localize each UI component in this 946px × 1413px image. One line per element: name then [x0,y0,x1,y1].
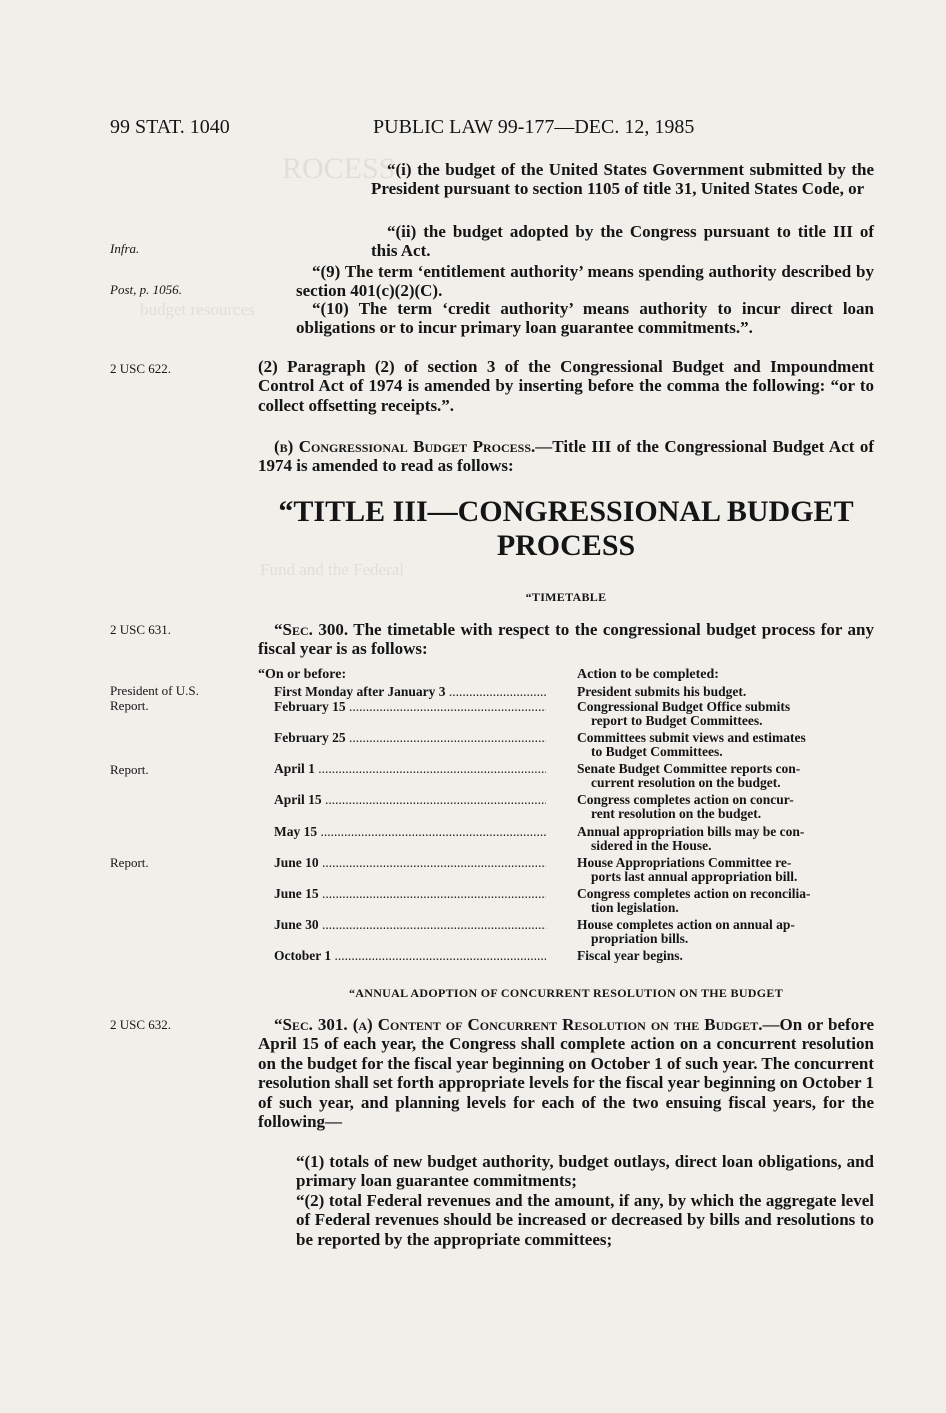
timetable-heading: “TIMETABLE [525,590,607,604]
action-line: House Appropriations Committee re- [577,855,792,870]
paragraph-10: “(10) The term ‘credit authority’ means authority to incur direct loan obligations or to incur primary loan guarantee commitments.”. [296,299,874,338]
margin-note-post-text: Post, p. 1056. [110,282,182,297]
bleed-through-text: budget resources [140,300,255,319]
margin-note-report-2: Report. [110,762,149,777]
title-line-1: “TITLE III—CONGRESSIONAL BUDGET [278,495,854,528]
running-header-title: PUBLIC LAW 99-177—DEC. 12, 1985 [373,116,695,138]
action-line: Committees submit views and estimates [577,730,806,745]
bleed-through-text: ROCESS [282,152,396,185]
paragraph-b-heading: (b) Congressional Budget Process. [274,437,536,456]
section-301-heading: “Sec. 301. (a) Content of Concurrent Resolution on the Budget. [274,1015,763,1034]
action-line-cont: current resolution on the budget. [591,775,781,790]
timetable-action [577,731,874,759]
column-header-action: Action to be completed: [577,667,719,682]
timetable-date: June 15 ..... [274,887,546,901]
action-line: Annual appropriation bills may be con- [577,824,805,839]
item-2 [296,1191,874,1249]
column-header-on-or-before: “On or before: [258,667,347,682]
margin-note-usc622: 2 USC 622. [110,361,172,376]
paragraph-9: “(9) The term ‘entitlement authority’ means spending authority described by section 401(c)(2)(C). [296,262,874,301]
action-line: Senate Budget Committee reports con- [577,761,801,776]
item-1-text: “(1) totals of new budget authority, budget outlays, direct loan obligations, and primary loan guarantee commitments; [296,1152,874,1191]
margin-note-infra: Infra. [110,241,140,256]
action-line-cont: rent resolution on the budget. [591,806,762,821]
section-300-heading: “Sec. 300. [274,620,349,639]
margin-note-post [110,282,182,298]
margin-note-report-3: Report. [110,855,149,870]
timetable-date: May 15 ..... [274,825,546,839]
section-300 [258,620,874,659]
margin-note-report-1: Report. [110,698,149,713]
margin-note-president: President of U.S. [110,683,199,698]
action-line-cont: report to Budget Committees. [591,713,763,728]
timetable-action [577,856,874,884]
paragraph-amend-2 [258,357,874,415]
timetable-action [577,685,874,699]
timetable-action [577,762,874,790]
timetable-action [577,918,874,946]
timetable-date: April 1 ..... [274,762,546,776]
timetable-date: April 15 ..... [274,793,546,807]
action-line-cont: to Budget Committees. [591,744,723,759]
action-line: Congress completes action on reconcilia- [577,886,811,901]
timetable-action [577,700,874,728]
action-line: Congressional Budget Office submits [577,699,791,714]
title-iii-heading [258,495,874,563]
action-line: Fiscal year begins. [577,948,683,963]
section-301-a [258,1015,874,1131]
paragraph-b-text: —Title III of the Congressional Budget Act of 1974 is amended to read as follows: [258,437,874,476]
timetable-table [0,668,946,968]
action-line-cont: tion legislation. [591,900,679,915]
action-line-cont: sidered in the House. [591,838,712,853]
timetable-action [577,793,874,821]
item-1 [296,1152,874,1191]
section-300-text: The timetable with respect to the congressional budget process for any fiscal year is as follows: [258,620,875,659]
clause-i-text: “(i) the budget of the United States Government submitted by the President pursuant to section 1105 of title 31, United States Code, or [371,160,874,199]
margin-note-usc632: 2 USC 632. [110,1017,172,1032]
bleed-through-text: Fund and the Federal [260,560,404,579]
action-line-cont: propriation bills. [591,931,689,946]
clause-ii: “(ii) the budget adopted by the Congress pursuant to title III of this Act. [371,222,874,261]
stat-page-number: 99 STAT. 1040 [110,116,230,138]
clause-i [371,160,874,199]
margin-note-usc631: 2 USC 631. [110,622,172,637]
timetable-date: First Monday after January 3 ..... [274,685,546,699]
paragraph-amend-2-text: (2) Paragraph (2) of section 3 of the Congressional Budget and Impoundment Control Act of 1974 is amended by inserting before the comma the following: “or to collect offsetting receipts.”. [258,357,874,415]
item-2-text: “(2) total Federal revenues and the amount, if any, by which the aggregate level of Federal revenues should be increased or decreased by bills and resolutions to be reported by the appropriate committees; [296,1191,874,1249]
timetable-date: June 30 ..... [274,918,546,932]
timetable-date: February 15 ..... [274,700,546,714]
section-301-text: —On or before April 15 of each year, the Congress shall complete action on a concurrent resolution on the budget for the fiscal year beginning on October 1 of such year. The concurrent resolution shall set forth appropriate levels for the fiscal year beginning on October 1 of such year, and planning levels for each of the two ensuing fiscal years, for the following— [258,1015,874,1132]
timetable-date: June 10 ..... [274,856,546,870]
action-line-cont: ports last annual appropriation bill. [591,869,798,884]
action-line: Congress completes action on concur- [577,792,794,807]
action-line: House completes action on annual ap- [577,917,795,932]
timetable-date: October 1 ..... [274,949,546,963]
annual-adoption-heading: “ANNUAL ADOPTION OF CONCURRENT RESOLUTION ON THE BUDGET [348,986,783,1000]
paragraph-b [258,437,874,476]
action-line: President submits his budget. [577,684,747,699]
timetable-date: February 25 ..... [274,731,546,745]
title-line-2: PROCESS [496,529,636,562]
timetable-action [577,825,874,853]
timetable-action [577,887,874,915]
timetable-action [577,949,874,963]
